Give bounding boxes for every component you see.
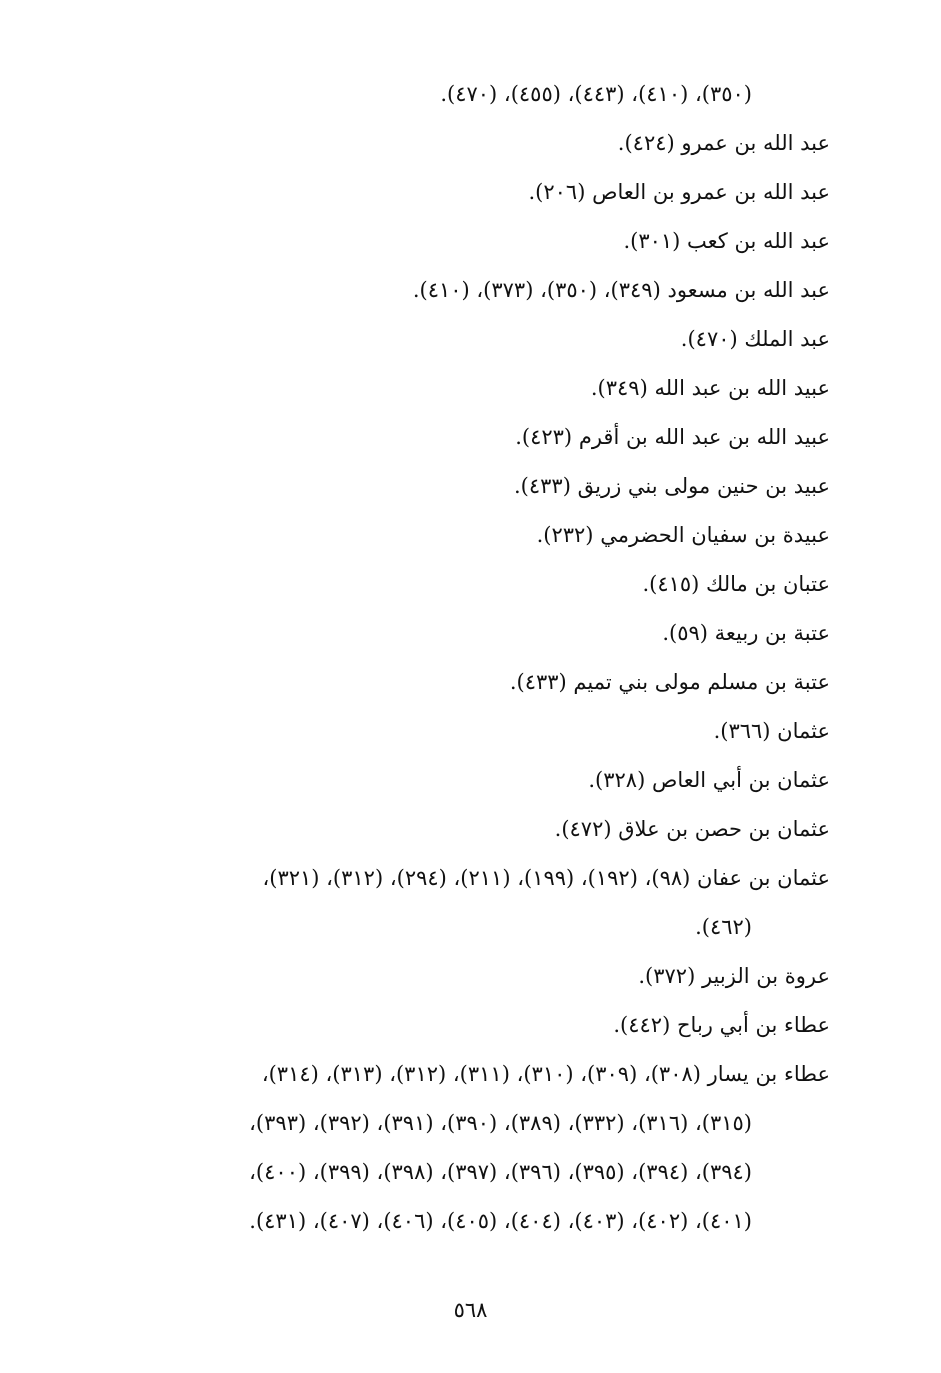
entry-name: عطاء بن أبي رباح <box>676 1013 830 1037</box>
entry-refs-continued: (٣١٥)، (٣١٦)، (٣٣٢)، (٣٨٩)، (٣٩٠)، (٣٩١)، (٣٩٢)، (٣٩٣)، <box>249 1111 752 1135</box>
entry-name: عثمان بن عفان <box>697 866 830 890</box>
entry-name: عتبان بن مالك <box>706 572 830 596</box>
entry-name: عثمان <box>777 719 830 743</box>
index-entry <box>70 1001 830 1050</box>
page-number: ٥٦٨ <box>453 1298 488 1322</box>
index-entry <box>70 266 830 315</box>
entry-refs: (٤١٥). <box>642 572 700 596</box>
entry-name: عروة بن الزبير <box>701 964 830 988</box>
index-entry <box>70 707 830 756</box>
entry-name: عبد الله بن عمرو <box>681 131 830 155</box>
entry-refs: (٤٢٤). <box>617 131 675 155</box>
entry-refs-continued: (٤٦٢). <box>695 915 752 939</box>
entry-refs: (٣٤٩)، (٣٥٠)، (٣٧٣)، (٤١٠). <box>412 278 661 302</box>
entry-name: عبد الله بن عمرو بن العاص <box>592 180 830 204</box>
entry-refs: (٣٥٠)، (٤١٠)، (٤٤٣)، (٤٥٥)، (٤٧٠). <box>440 82 752 106</box>
entry-refs-continued: (٣٩٤)، (٣٩٤)، (٣٩٥)، (٣٩٦)، (٣٩٧)، (٣٩٨)، (٣٩٩)، (٤٠٠)، <box>249 1160 752 1184</box>
entry-name: عبيد الله بن عبد الله بن أقرم <box>578 425 830 449</box>
entry-refs: (٣٤٩). <box>590 376 648 400</box>
index-entry <box>70 462 830 511</box>
index-entry <box>70 168 830 217</box>
entry-name: عبد الله بن كعب <box>687 229 830 253</box>
index-entry <box>70 952 830 1001</box>
entry-refs: (٩٨)، (١٩٢)، (١٩٩)، (٢١١)، (٢٩٤)، (٣١٢)، (٣٢١)، <box>262 866 691 890</box>
entry-refs: (٢٣٢). <box>536 523 594 547</box>
index-entry <box>70 364 830 413</box>
entry-name: عثمان بن أبي العاص <box>651 768 830 792</box>
index-entry <box>70 119 830 168</box>
entry-name: عتبة بن مسلم مولى بني تميم <box>573 670 830 694</box>
entry-name: عطاء بن يسار <box>707 1062 830 1086</box>
entry-refs-continued: (٤٠١)، (٤٠٢)، (٤٠٣)، (٤٠٤)، (٤٠٥)، (٤٠٦)، (٤٠٧)، (٤٣١). <box>249 1209 752 1233</box>
index-entry <box>70 854 830 952</box>
entry-refs: (٣٦٦). <box>713 719 771 743</box>
index-entry <box>70 217 830 266</box>
index-entry <box>70 511 830 560</box>
entry-refs: (٤٧٠). <box>680 327 738 351</box>
entry-name: عثمان بن حصن بن علاق <box>618 817 830 841</box>
entry-refs: (٣٧٢). <box>638 964 696 988</box>
index-entry-continuation <box>70 70 830 119</box>
entry-refs: (٤٣٣). <box>509 670 567 694</box>
index-entry <box>70 315 830 364</box>
index-entry <box>70 413 830 462</box>
index-entry <box>70 560 830 609</box>
name-index-list <box>70 70 830 1246</box>
entry-name: عبيدة بن سفيان الحضرمي <box>600 523 830 547</box>
entry-name: عبد الملك <box>744 327 830 351</box>
entry-refs: (٤٢٣). <box>515 425 573 449</box>
entry-refs: (٣٠١). <box>623 229 681 253</box>
entry-refs: (٤٤٢). <box>613 1013 671 1037</box>
entry-refs: (٣٠٨)، (٣٠٩)، (٣١٠)، (٣١١)، (٣١٢)، (٣١٣)، (٣١٤)، <box>261 1062 701 1086</box>
entry-refs: (٣٢٨). <box>588 768 646 792</box>
entry-name: عبيد بن حنين مولى بني زريق <box>577 474 830 498</box>
entry-name: عتبة بن ربيعة <box>714 621 830 645</box>
entry-name: عبيد الله بن عبد الله <box>654 376 830 400</box>
entry-refs: (٥٩). <box>662 621 708 645</box>
entry-refs: (٤٣٣). <box>513 474 571 498</box>
index-entry <box>70 756 830 805</box>
index-entry <box>70 609 830 658</box>
entry-refs: (٤٧٢). <box>554 817 612 841</box>
entry-refs: (٢٠٦). <box>528 180 586 204</box>
index-entry <box>70 805 830 854</box>
entry-name: عبد الله بن مسعود <box>667 278 830 302</box>
index-entry <box>70 1050 830 1246</box>
index-entry <box>70 658 830 707</box>
